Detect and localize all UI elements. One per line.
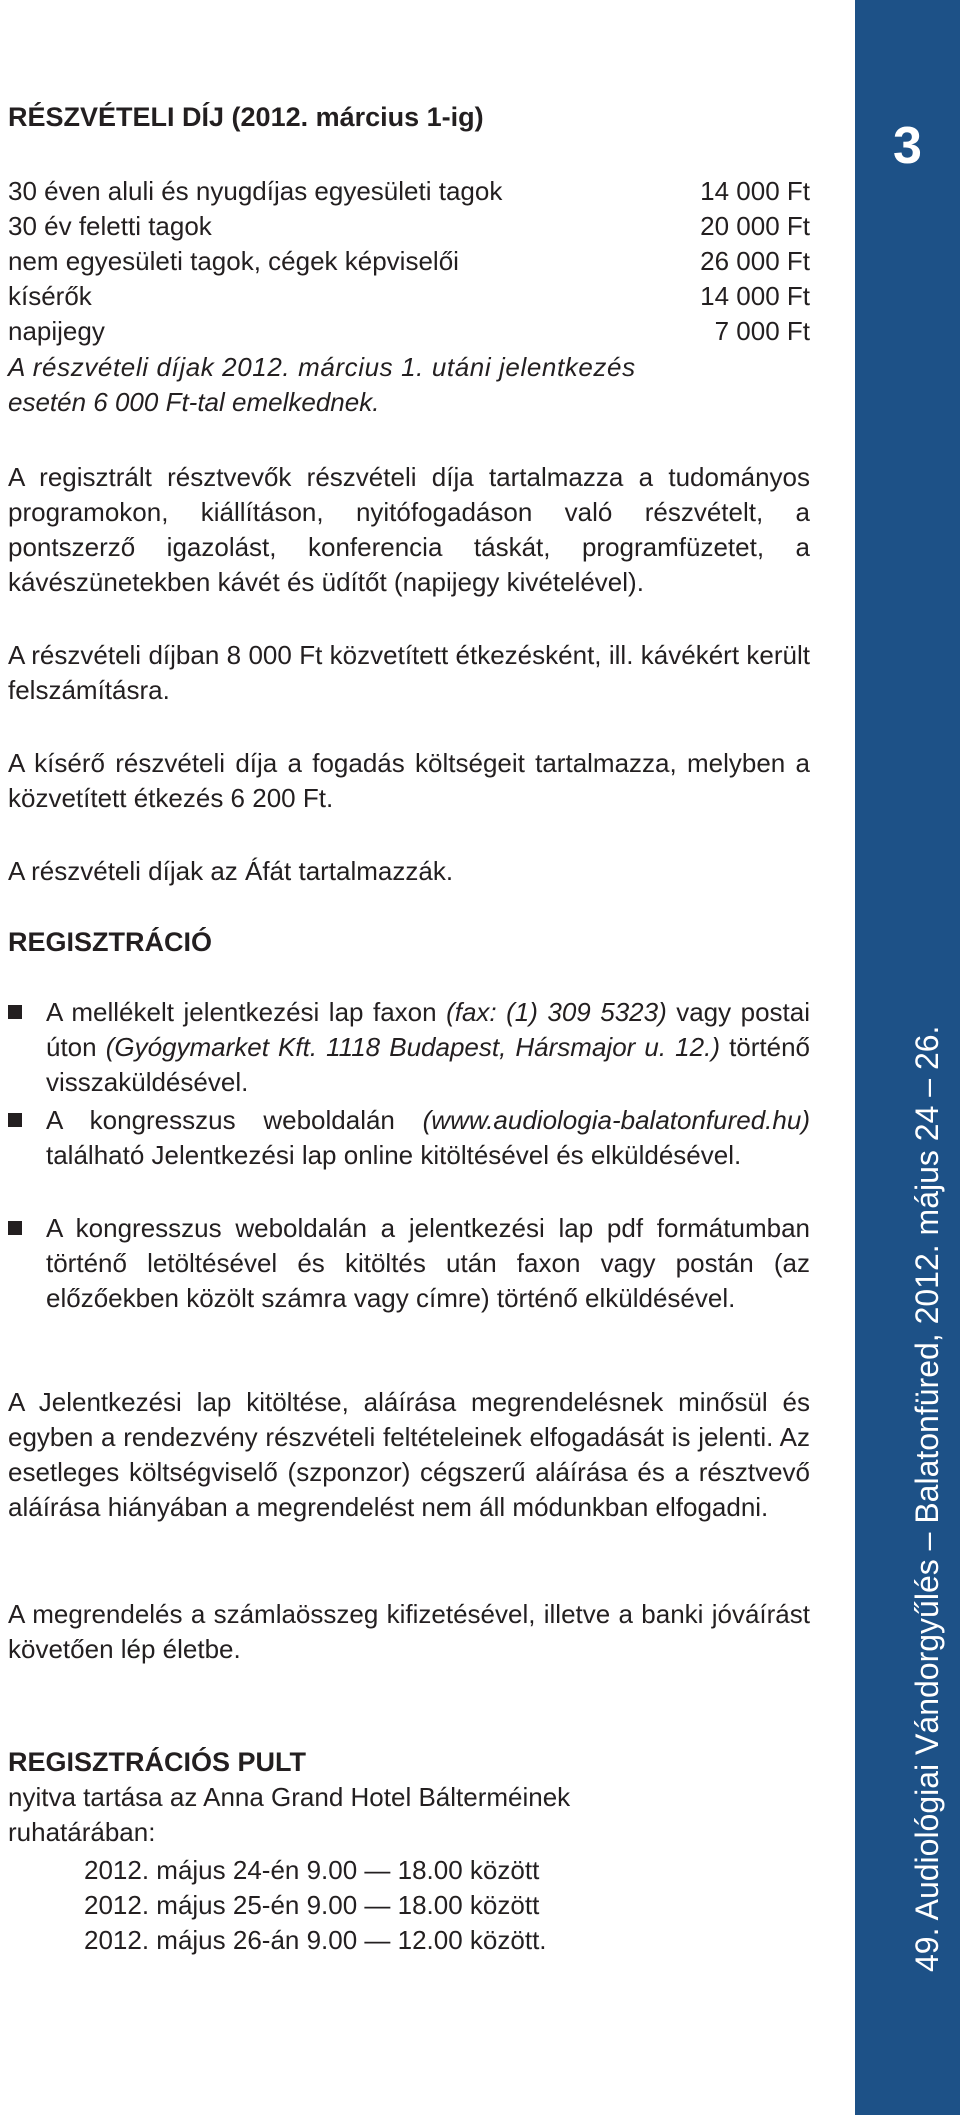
- fee-label: 30 éven aluli és nyugdíjas egyesületi tagok: [8, 176, 503, 206]
- conference-title-vertical: 49. Audiológiai Vándorgyűlés – Balatonfüred, 2012. május 24 – 26.: [909, 1025, 945, 1972]
- schedule-line: 2012. május 25-én 9.00 — 18.00 között: [84, 1890, 540, 1920]
- fee-row: [8, 244, 810, 279]
- option-text: található Jelentkezési lap online kitöltésével és elküldésével.: [46, 1140, 742, 1170]
- fee-section-title: RÉSZVÉTELI DÍJ (2012. március 1-ig): [8, 102, 484, 132]
- meal-cost-paragraph: A részvételi díjban 8 000 Ft közvetített étkezésként, ill. kávékért került felszámításra.: [8, 640, 810, 705]
- vat-paragraph: A részvételi díjak az Áfát tartalmazzák.: [8, 856, 454, 886]
- fee-label: 30 év feletti tagok: [8, 211, 212, 241]
- fee-note-line: esetén 6 000 Ft-tal emelkednek.: [8, 387, 380, 417]
- fee-amount: 7 000 Ft: [714, 316, 810, 346]
- schedule-line: 2012. május 26-án 9.00 — 12.00 között.: [84, 1925, 547, 1955]
- registration-option: [8, 1211, 810, 1316]
- fee-row: [8, 314, 810, 349]
- payment-terms-paragraph: A megrendelés a számlaösszeg kifizetésével, illetve a banki jóváírást követően lép életbe.: [8, 1599, 810, 1664]
- option-text: vagy postai úton: [46, 997, 810, 1062]
- fee-amount: 14 000 Ft: [700, 176, 810, 206]
- registration-option: [8, 995, 810, 1100]
- postal-address: (Gyógymarket Kft. 1118 Budapest, Hársmajor u. 12.): [105, 1032, 720, 1062]
- registration-terms-paragraph: A Jelentkezési lap kitöltése, aláírása megrendelésnek minősül és egyben a rendezvény részvételi feltételeinek elfogadását is jelenti. Az esetleges költségviselő (szponzor) cégszerű aláírása és a résztvevő aláírása hiányában a megrendelést nem áll módunkban elfogadni.: [8, 1387, 810, 1522]
- option-text: A mellékelt jelentkezési lap faxon: [46, 997, 447, 1027]
- registration-option-text: [46, 995, 810, 1100]
- fee-amount: 14 000 Ft: [700, 281, 810, 311]
- square-bullet-icon: [8, 1113, 22, 1127]
- fee-label: napijegy: [8, 316, 105, 346]
- fee-amount: 26 000 Ft: [700, 246, 810, 276]
- desk-location-line: ruhatárában:: [8, 1817, 156, 1847]
- fax-number: (fax: (1) 309 5323): [446, 997, 667, 1027]
- square-bullet-icon: [8, 1005, 22, 1019]
- option-text: történő visszaküldésével.: [46, 1032, 811, 1097]
- fee-row: [8, 209, 810, 244]
- fee-amount: 20 000 Ft: [700, 211, 810, 241]
- schedule-line: 2012. május 24-én 9.00 — 18.00 között: [84, 1855, 540, 1885]
- fee-row: [8, 174, 810, 209]
- registration-title: REGISZTRÁCIÓ: [8, 927, 213, 957]
- fee-inclusions-paragraph: A regisztrált résztvevők részvételi díja tartalmazza a tudományos programokon, kiállításon, nyitófogadáson való részvételt, a pontszerző igazolást, konferencia táskát, programfüzetet, a kávészünetekben kávét és üdítőt (napijegy kivételével).: [8, 462, 810, 597]
- registration-option-text: A kongresszus weboldalán a jelentkezési lap pdf formátumban történő letöltésével és kitöltés után faxon vagy postán (az előzőekben közölt számra vagy címre) történő elküldésével.: [46, 1213, 810, 1313]
- companion-fee-paragraph: A kísérő részvételi díja a fogadás költségeit tartalmazza, melyben a közvetített étkezés 6 200 Ft.: [8, 748, 810, 813]
- fee-label: kísérők: [8, 281, 92, 311]
- registration-option-text: [46, 1103, 810, 1173]
- fee-label: nem egyesületi tagok, cégek képviselői: [8, 246, 459, 276]
- fee-row: [8, 279, 810, 314]
- registration-option: [8, 1103, 810, 1173]
- side-banner: [855, 0, 960, 2115]
- page-number: 3: [893, 117, 922, 175]
- option-text: A kongresszus weboldalán: [46, 1105, 423, 1135]
- registration-desk-title: REGISZTRÁCIÓS PULT: [8, 1747, 307, 1777]
- desk-location-line: nyitva tartása az Anna Grand Hotel Bálterméinek: [8, 1782, 571, 1812]
- fee-note-line: A részvételi díjak 2012. március 1. utáni jelentkezés: [8, 352, 636, 382]
- square-bullet-icon: [8, 1221, 22, 1235]
- website-url[interactable]: (www.audiologia-balatonfured.hu): [422, 1105, 810, 1135]
